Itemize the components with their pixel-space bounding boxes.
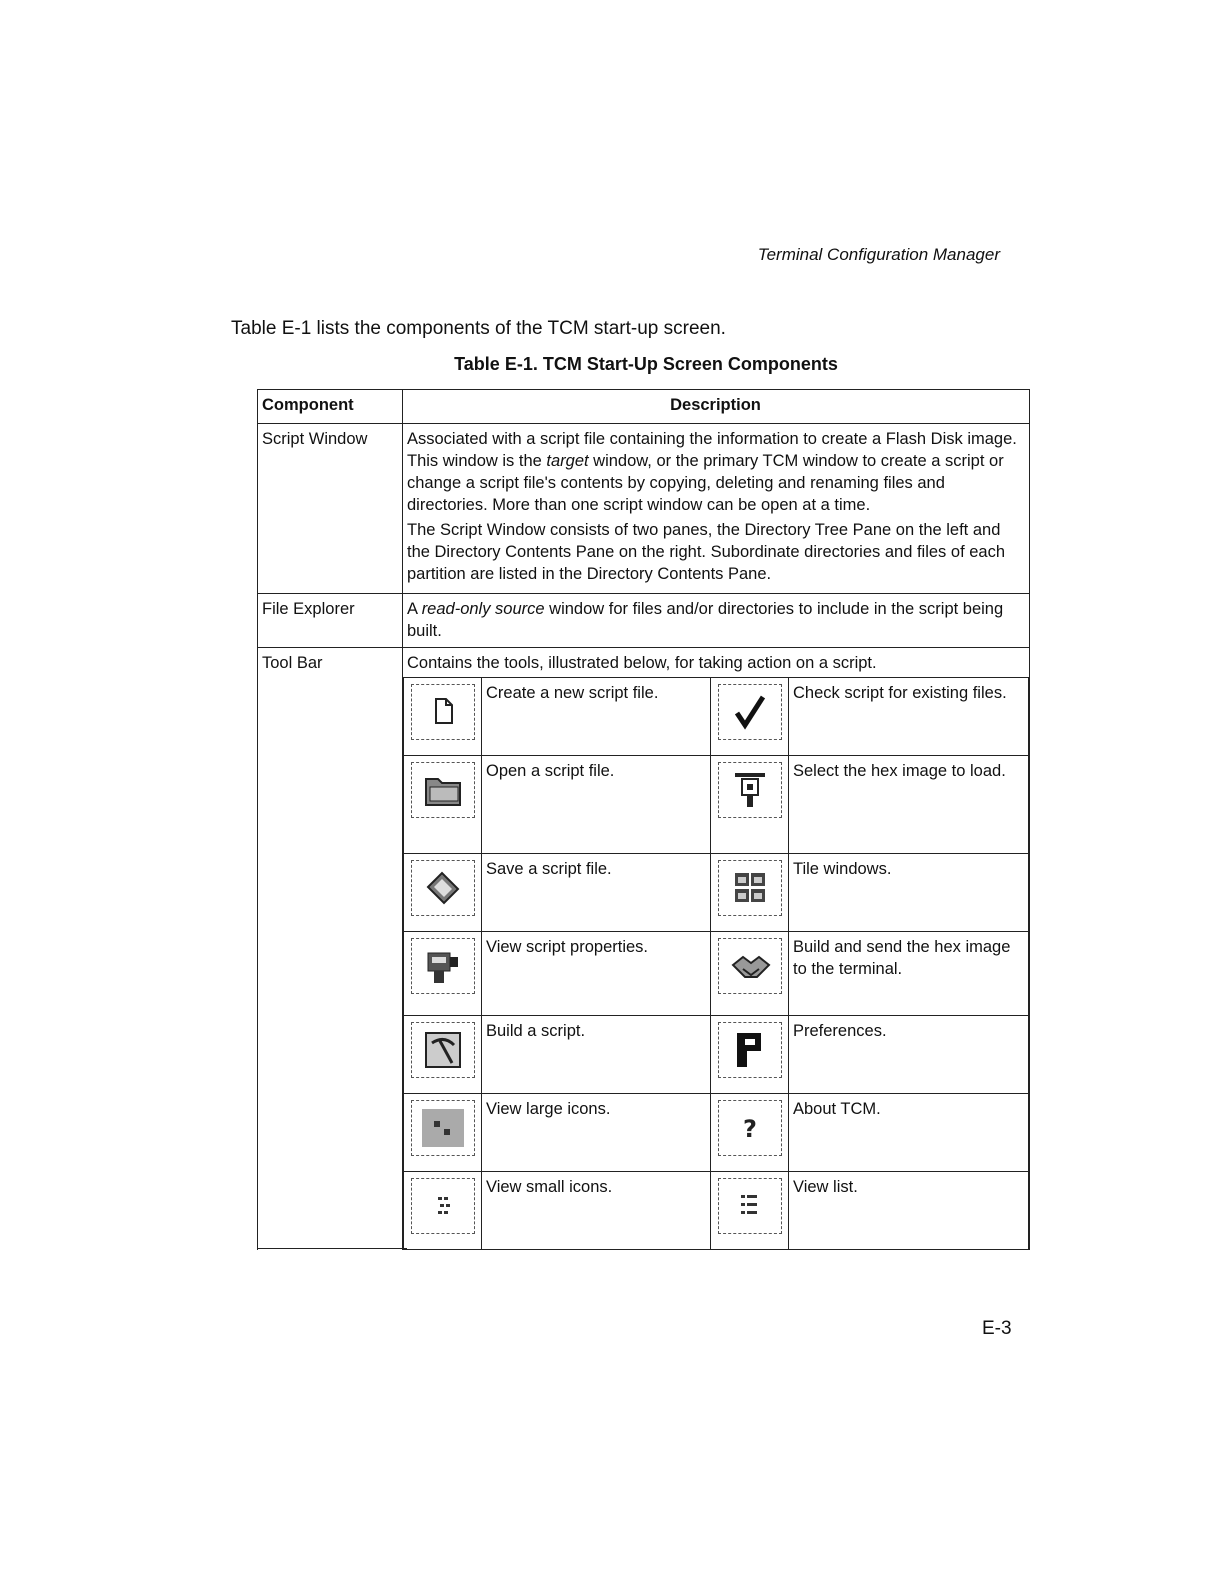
tool-icon-cell — [404, 1094, 482, 1172]
tools-table — [403, 677, 1029, 1250]
tool-description: Check script for existing files. — [789, 678, 1029, 756]
tool-description: About TCM. — [789, 1094, 1029, 1172]
intro-text: Table E-1 lists the components of the TCM start-up screen. — [231, 318, 726, 339]
table-header-row — [258, 390, 1030, 424]
page-number: E-3 — [982, 1318, 1012, 1339]
small-icons-icon — [411, 1178, 475, 1234]
list-view-icon — [718, 1178, 782, 1234]
tools-row — [404, 1016, 1029, 1094]
tool-icon-cell — [711, 678, 789, 756]
tool-description: View list. — [789, 1172, 1029, 1250]
tool-description: Build and send the hex image to the terminal. — [789, 932, 1029, 1016]
tool-description: View large icons. — [482, 1094, 711, 1172]
component-name: Script Window — [258, 424, 403, 594]
column-header-description: Description — [403, 390, 1030, 424]
tool-description: Open a script file. — [482, 756, 711, 854]
tool-icon-cell — [711, 1016, 789, 1094]
tool-icon-cell — [711, 932, 789, 1016]
components-table — [257, 389, 1030, 1250]
large-icons-icon — [411, 1100, 475, 1156]
tool-description: Build a script. — [482, 1016, 711, 1094]
tools-row — [404, 1094, 1029, 1172]
table-row — [258, 648, 1030, 1251]
tool-description: Tile windows. — [789, 854, 1029, 932]
tool-description: Create a new script file. — [482, 678, 711, 756]
question-icon — [718, 1100, 782, 1156]
tool-icon-cell — [404, 756, 482, 854]
new-file-icon — [411, 684, 475, 740]
tool-icon-cell — [404, 1172, 482, 1250]
toolbar-intro: Contains the tools, illustrated below, for taking action on a script. — [407, 654, 877, 672]
description-paragraph: Associated with a script file containing the information to create a Flash Disk image. This window is the target window, or the primary TCM window to create a script or change a script file's contents by copying, deleting and renaming files and directories. More than one script window can be open at a time. — [407, 430, 1017, 514]
tools-row — [404, 932, 1029, 1016]
save-disk-icon — [411, 860, 475, 916]
properties-icon — [411, 938, 475, 994]
column-header-component: Component — [258, 390, 403, 424]
component-description: A read-only source window for files and/or directories to include in the script being built. — [403, 594, 1030, 648]
tool-icon-cell — [711, 1094, 789, 1172]
open-folder-icon — [411, 762, 475, 818]
tool-icon-cell — [404, 678, 482, 756]
tool-icon-cell — [404, 854, 482, 932]
handshake-icon — [718, 938, 782, 994]
component-description — [403, 424, 1030, 594]
tools-row — [404, 1172, 1029, 1250]
tools-row — [404, 756, 1029, 854]
build-hammer-icon — [411, 1022, 475, 1078]
tool-icon-cell — [711, 756, 789, 854]
preferences-p-icon — [718, 1022, 782, 1078]
component-name: File Explorer — [258, 594, 403, 648]
component-name: Tool Bar — [258, 648, 403, 1251]
checkmark-icon — [718, 684, 782, 740]
tool-description: Select the hex image to load. — [789, 756, 1029, 854]
tile-windows-icon — [718, 860, 782, 916]
table-row — [258, 594, 1030, 648]
tool-icon-cell — [404, 932, 482, 1016]
tool-description: View script properties. — [482, 932, 711, 1016]
tool-description: View small icons. — [482, 1172, 711, 1250]
tools-row — [404, 678, 1029, 756]
table-row — [258, 424, 1030, 594]
tool-description: Save a script file. — [482, 854, 711, 932]
table-caption: Table E-1. TCM Start-Up Screen Components — [454, 354, 838, 374]
tool-description: Preferences. — [789, 1016, 1029, 1094]
tool-icon-cell — [711, 1172, 789, 1250]
toolbar-description — [403, 648, 1030, 1251]
tool-icon-cell — [711, 854, 789, 932]
table-bottom-border — [257, 1248, 407, 1249]
description-paragraph: The Script Window consists of two panes, the Directory Tree Pane on the left and the Directory Contents Pane on the right. Subordinate directories and files of each partition are listed in the Directory Contents Pane. — [407, 521, 1006, 583]
svg-text:?: ? — [742, 1115, 757, 1143]
tool-icon-cell — [404, 1016, 482, 1094]
tools-row — [404, 854, 1029, 932]
page-header: Terminal Configuration Manager — [757, 245, 1000, 264]
hex-load-icon — [718, 762, 782, 818]
